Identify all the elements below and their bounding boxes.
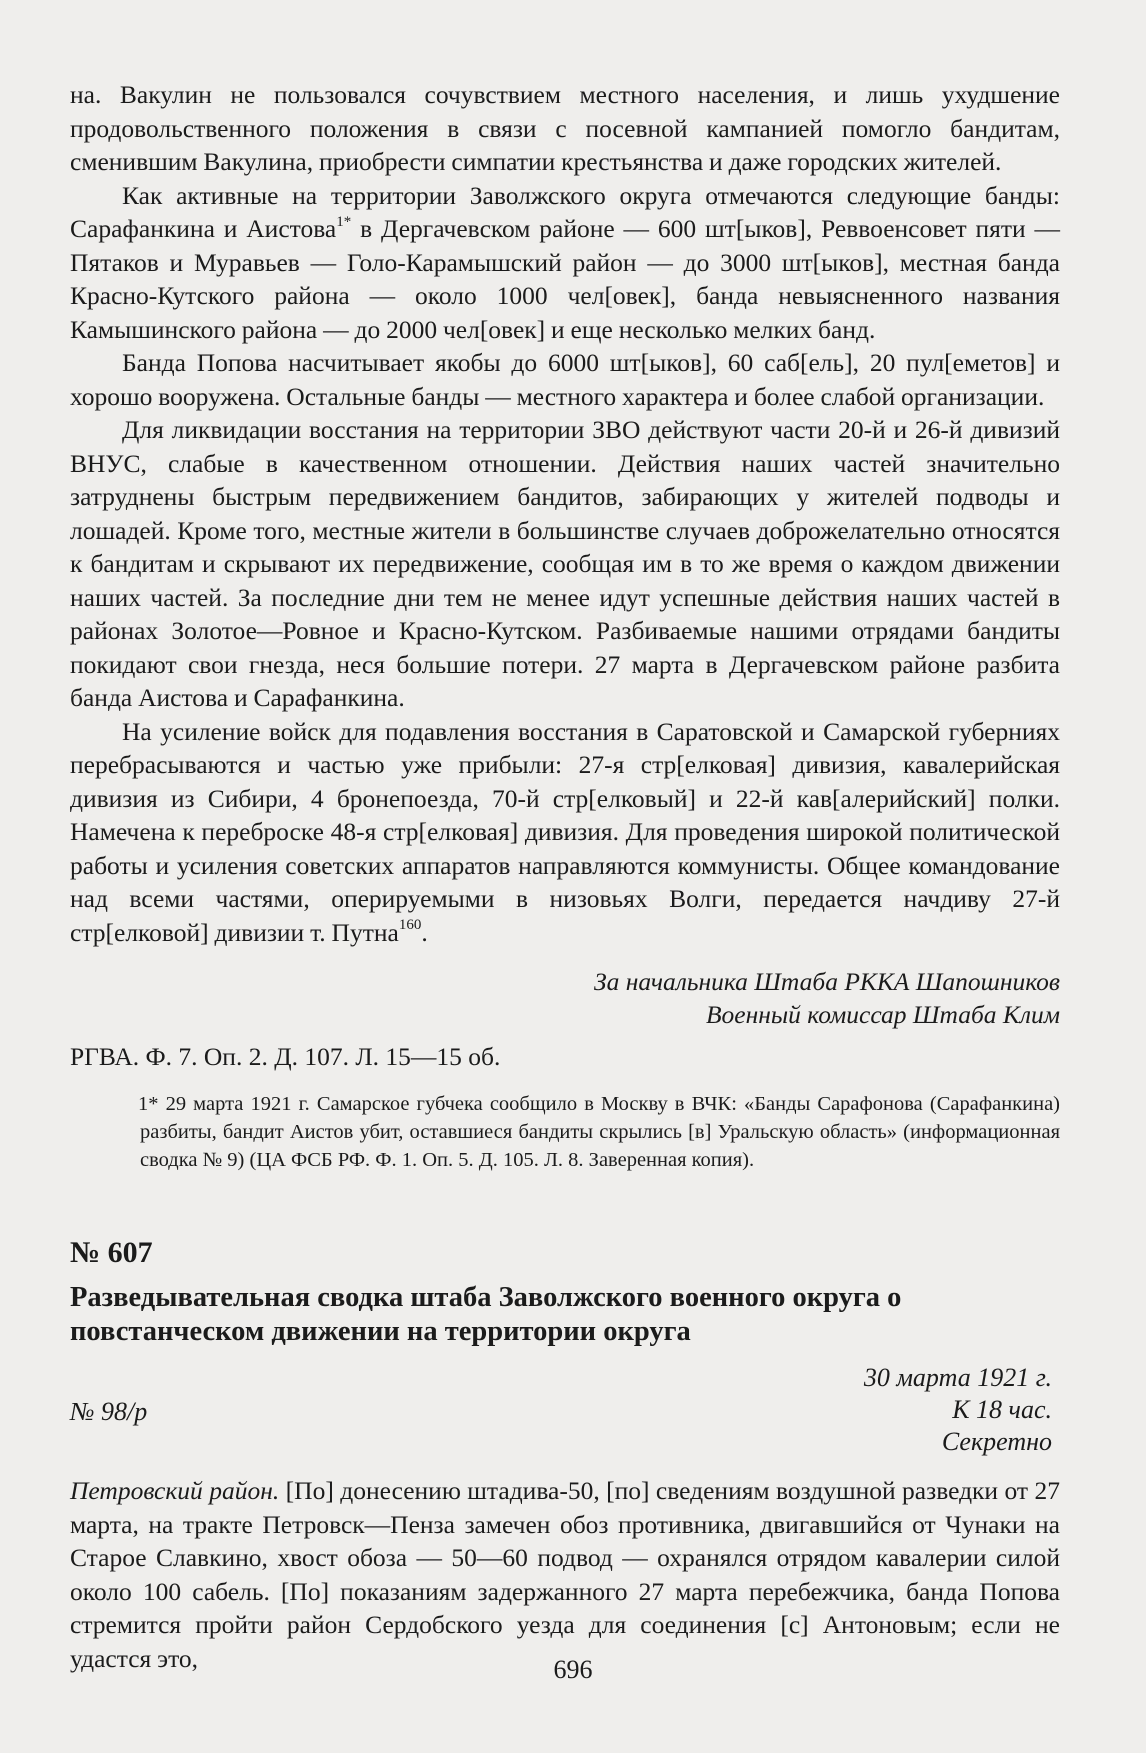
footnote-mark: 1* <box>138 1093 159 1115</box>
footnote <box>70 1090 1060 1174</box>
document-body-paragraph <box>70 1474 1060 1675</box>
footnote-ref-1: 1* <box>336 213 352 230</box>
footnote-text <box>70 1090 1060 1174</box>
archive-source <box>70 1040 1060 1073</box>
document-classification: Секретно <box>941 1427 1052 1456</box>
paragraph-1: на. Вакулин не пользовался сочувствием местного населения, и лишь ухудшение продовольственного положения в связи с посевной кампанией помогло бандитам, сменившим Вакулина, приобрести симпатии крестьянства и даже городских жителей. <box>70 80 1060 176</box>
document-date: 30 марта 1921 г. <box>863 1363 1052 1392</box>
text-block-top <box>70 78 1060 949</box>
district-name: Петровский район. <box>70 1476 280 1505</box>
signature-line-2: Военный комиссар Штаба Клим <box>705 1000 1060 1029</box>
paragraph-2-part-a: Как активные на территории Заволжского округа отмечаются следующие банды: Сарафанкина и Аистова <box>70 180 1060 243</box>
meta-row <box>70 1362 1060 1472</box>
document-time: К 18 час. <box>952 1395 1052 1424</box>
signature-line-1: За начальника Штаба РККА Шапошников <box>594 967 1060 996</box>
document-body-text: [По] донесению штадива-50, [по] сведениям воздушной разведки от 27 марта, на тракте Петровск—Пенза замечен обоз противника, двигавшийся от Чунаки на Старое Славкино, хвост обоза — 50—60 подвод — охранялся отрядом кавалерии силой около 100 сабель. [По] показаниям задержанного 27 марта перебежчика, банда Попова стремится пройти район Сердобского уезда для соединения [с] Антоновым; если не удастся это, <box>70 1476 1060 1673</box>
document-title: Разведывательная сводка штаба Заволжского военного округа о повстанческом движении на территории округа <box>70 1282 902 1347</box>
footnote-body: 29 марта 1921 г. Самарское губчека сообщило в Москву в ВЧК: «Банды Сарафонова (Сарафанкина) разбиты, бандит Аистов убит, оставшиеся бандиты скрылись [в] Уральскую область» (информационная сводка № 9) (ЦА ФСБ РФ. Ф. 1. Оп. 5. Д. 105. Л. 8. Заверенная копия). <box>140 1093 1060 1171</box>
paragraph-5-text: На усиление войск для подавления восстания в Саратовской и Самарской губерниях перебрасываются и частью уже прибыли: 27-я стр[елковая] дивизия, кавалерийская дивизия из Сибири, 4 бронепоезда, 70-й стр[елковый] и 22-й кав[алерийский] полки. Намечена к переброске 48-я стр[елковая] дивизия. Для проведения широкой политической работы и усиления советских аппаратов направляются коммунисты. Общее командование над всеми частями, оперируемыми в низовьях Волги, передается начдиву 27-й стр[елковой] дивизии т. Путна <box>70 716 1060 947</box>
footnote-ref-160: 160 <box>398 917 422 933</box>
paragraph-4: Для ликвидации восстания на территории ЗВО действуют части 20-й и 26-й дивизий ВНУС, слабые в качественном отношении. Действия наших частей значительно затруднены быстрым передвижением бандитов, забирающих у жителей подводы и лошадей. Кроме того, местные жители в большинстве случаев доброжелательно относятся к бандитам и скрывают их передвижение, сообщая им в то же время о каждом движении наших частей. За последние дни тем не менее идут успешные действия наших частей в районах Золотое—Ровное и Красно-Кутском. Разбиваемые нашими отрядами бандиты покидают свои гнезда, неся большие потери. 27 марта в Дергачевском районе разбита банда Аистова и Сарафанкина. <box>70 415 1060 712</box>
paragraph-5-end: . <box>421 917 428 947</box>
page-number: 696 <box>553 1655 593 1684</box>
meta-right-block <box>864 1362 1052 1458</box>
paragraph-5 <box>70 715 1060 950</box>
archive-reference: РГВА. Ф. 7. Оп. 2. Д. 107. Л. 15—15 об. <box>70 1042 501 1071</box>
document-meta <box>70 1362 1060 1472</box>
document-body <box>70 1474 1060 1675</box>
paragraph-3: Банда Попова насчитывает якобы до 6000 шт[ыков], 60 саб[ель], 20 пул[еметов] и хорошо вооружена. Остальные банды — местного характера и более слабой организации. <box>70 348 1060 411</box>
document-ref-number: № 98/р <box>70 1397 148 1426</box>
signature-block <box>70 965 1060 1031</box>
paragraph-2-part-b: в Дергачевском районе — 600 шт[ыков], Реввоенсовет пяти — Пятаков и Муравьев — Голо-Карамышский район — до 3000 шт[ыков], местная банда Красно-Кутского района — около 1000 чел[овек], банда невыясненного названия Камышинского района — до 2000 чел[овек] и еще несколько мелких банд. <box>70 214 1060 344</box>
document-header <box>70 1235 1060 1349</box>
paragraph-2 <box>70 179 1060 347</box>
document-number: № 607 <box>70 1236 153 1269</box>
